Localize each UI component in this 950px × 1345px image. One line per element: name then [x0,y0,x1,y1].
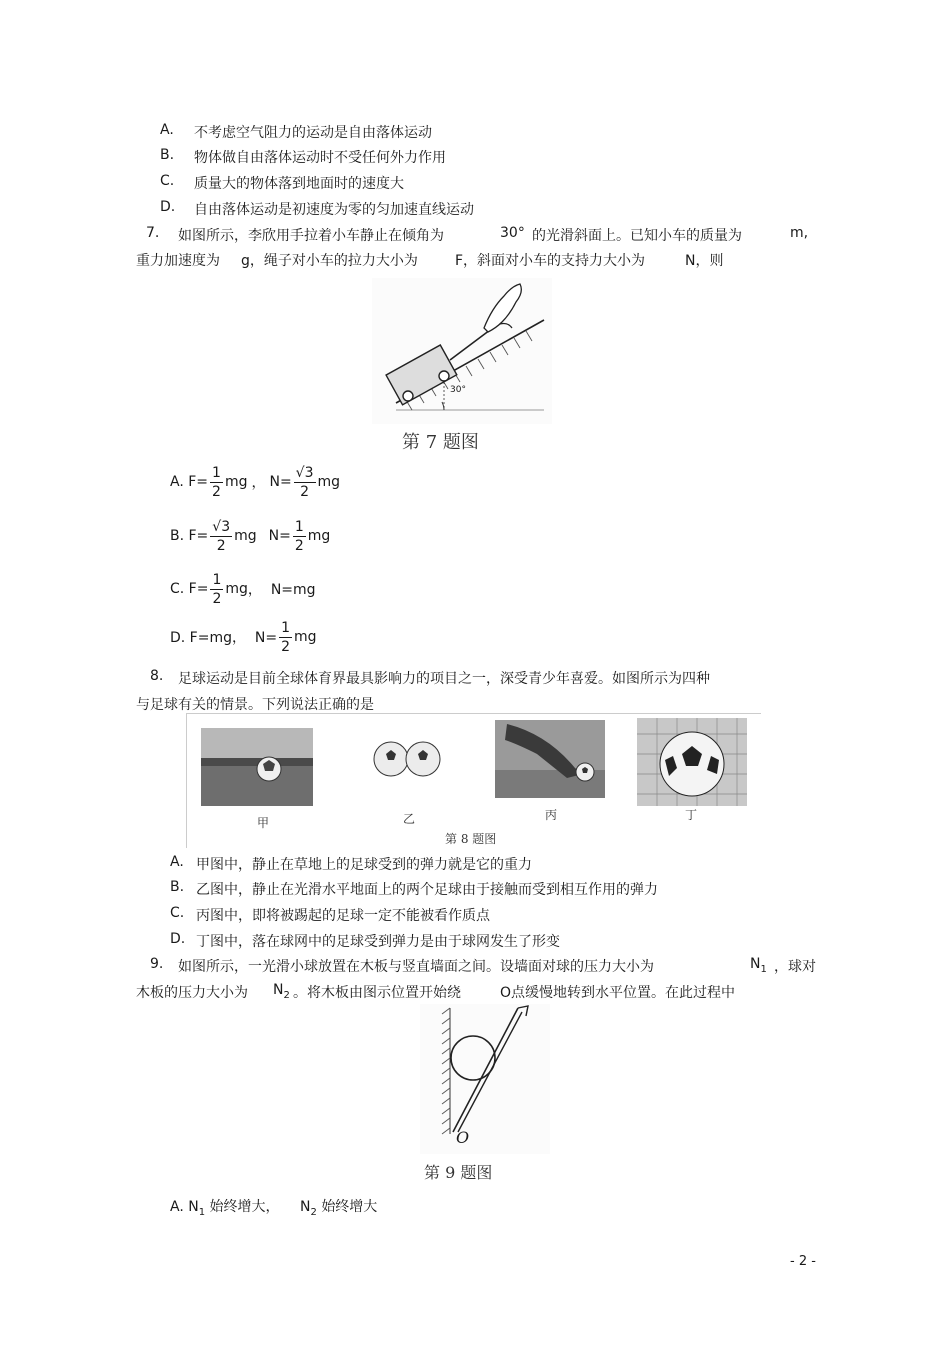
numerator: 1 [212,464,221,481]
option-label: N= [269,474,292,490]
option-label: D. F=mg， N= [170,630,278,646]
fraction [210,571,223,608]
q6-option-a [160,122,432,141]
unit: mg [294,629,317,645]
q8-option-b [170,879,658,898]
denominator: 2 [212,483,221,500]
option-label: B. F= [170,528,209,544]
q7-stem-line1-a: 如图所示，李欣用手拉着小车静止在倾角为 [178,228,444,244]
option-text: 质量大的物体落到地面时的速度大 [194,176,404,192]
option-label: A. N [170,1199,199,1215]
q8-stem-line1: 足球运动是目前全球体育界最具影响力的项目之一，深受青少年喜爱。如图所示为四种 [178,671,710,687]
fraction [210,518,232,555]
option-text: 不考虑空气阻力的运动是自由落体运动 [194,125,432,141]
numerator: √3 [212,518,231,535]
q7-incline-cart-figure [372,278,552,424]
q7-figure-caption: 第 7 题图 [402,432,479,453]
q7-option-c [170,566,316,612]
q8-football-figure [186,713,761,848]
option-text: 始终增大， [209,1199,280,1215]
q8-option-a [170,854,532,873]
panel-label-jia: 甲 [257,816,270,830]
option-text: 始终增大 [321,1199,378,1215]
q7-stem-line1-b: 30° [500,225,525,241]
option-letter: A. [160,122,174,138]
option-label: C. F= [170,581,209,597]
unit: mg [224,474,248,490]
q8-stem-line2: 与足球有关的情景。下列说法正确的是 [136,697,374,713]
q9-n1 [750,956,767,975]
q9-wall-ball-board-figure [420,1004,550,1154]
option-text: 甲图中，静止在草地上的足球受到的弹力就是它的重力 [196,857,532,873]
q9-number: 9. [150,956,164,972]
n2-subscript: 2 [283,989,290,1001]
separator: ， [251,475,266,491]
q7-stem-line2-c: F，斜面对小车的支持力大小为 [455,253,646,269]
denominator: 2 [216,537,226,554]
numerator: √3 [295,464,314,481]
option-letter: C. [160,173,175,189]
denominator: 2 [300,483,310,500]
option-label: A. F= [170,474,209,490]
denominator: 2 [281,638,291,655]
q9-stem-line2-c: 。将木板由图示位置开始绕 [293,985,461,1001]
n1-subscript: 1 [760,963,767,975]
q9-n2 [273,982,290,1001]
option-letter: C. [170,905,185,921]
q7-stem-line1-c: 的光滑斜面上。已知小车的质量为 [532,228,742,244]
q8-panels [187,714,761,848]
numerator: 1 [294,518,304,535]
option-letter: D. [160,199,176,215]
unit: mg [234,528,257,544]
panel-label-yi: 乙 [403,812,416,826]
q7-stem-line2-d: N，则 [685,253,724,269]
q7-stem-line1-d: m, [790,225,809,241]
option-text: 丙图中，即将被踢起的足球一定不能被看作质点 [196,908,490,924]
n1-symbol: N [750,956,761,972]
q9-pivot-label: O [456,1128,470,1147]
option-label: N= [268,528,291,544]
unit: mg [317,474,341,490]
q8-option-d [170,931,560,950]
page-number: - 2 - [790,1254,816,1269]
n2-symbol: N [300,1199,311,1215]
q7-number: 7. [146,225,160,241]
q6-option-c [160,173,404,192]
option-letter: D. [170,931,186,947]
option-text: 自由落体运动是初速度为零的匀加速直线运动 [194,202,474,218]
fraction [279,619,292,656]
option-text: 物体做自由落体运动时不受任何外力作用 [194,150,446,166]
q8-figure-caption: 第 8 题图 [445,832,497,846]
q9-option-a [170,1196,377,1218]
n1-subscript: 1 [198,1206,206,1218]
q8-number: 8. [150,668,164,684]
q9-figure-caption: 第 9 题图 [424,1163,493,1182]
q7-stem-line2-a: 重力加速度为 [136,253,220,269]
q9-stem-line1-c: ，球对 [774,959,816,975]
q7-option-a [170,458,340,506]
q7-option-d [170,614,317,660]
fraction [294,464,316,501]
q9-stem-line2-d: O点缓慢地转到水平位置。在此过程中 [500,985,736,1001]
unit: mg [225,581,248,597]
numerator: 1 [281,619,291,636]
n2-subscript: 2 [310,1206,317,1218]
panel-label-bing: 丙 [545,808,558,822]
q7-option-b [170,512,330,560]
fraction [293,518,306,555]
option-letter: B. [160,147,175,163]
fraction [210,464,223,501]
option-letter: B. [170,879,185,895]
panel-label-ding: 丁 [685,808,698,822]
denominator: 2 [294,537,304,554]
q8-option-c [170,905,490,924]
option-rest: ， N=mg [247,582,316,598]
q7-stem-line2-b: g，绳子对小车的拉力大小为 [241,253,418,269]
q7-angle-label: 30° [450,385,466,395]
q9-stem-line1-a: 如图所示，一光滑小球放置在木板与竖直墙面之间。设墙面对球的压力大小为 [178,959,654,975]
n2-symbol: N [273,982,284,998]
numerator: 1 [212,571,222,588]
option-letter: A. [170,854,184,870]
denominator: 2 [212,590,222,607]
unit: mg [307,528,331,544]
q6-option-d [160,199,474,218]
option-text: 乙图中，静止在光滑水平地面上的两个足球由于接触而受到相互作用的弹力 [196,882,658,898]
q9-stem-line2-a: 木板的压力大小为 [136,985,248,1001]
option-text: 丁图中，落在球网中的足球受到弹力是由于球网发生了形变 [196,934,560,950]
q6-option-b [160,147,446,166]
